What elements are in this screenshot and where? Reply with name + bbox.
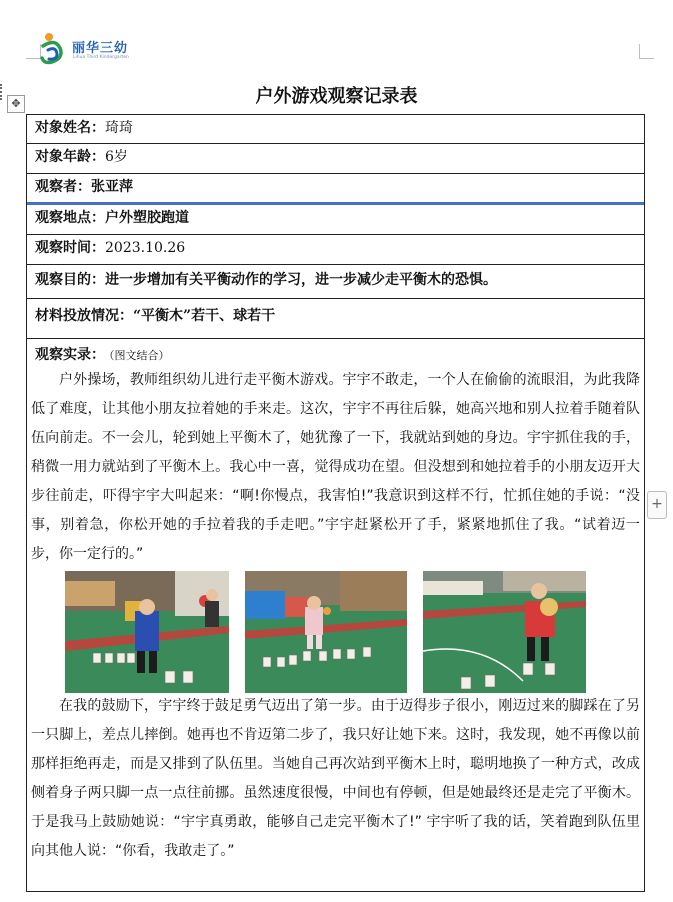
logo-subtitle: Lihua Third Kindergarten — [73, 55, 129, 60]
photo-child-stepping-beam — [423, 571, 586, 693]
subject-name-value: 琦琦 — [105, 120, 133, 136]
logo-name: 丽华三幼 — [72, 41, 129, 56]
observation-label: 观察实录： — [35, 347, 105, 363]
row-location[interactable] — [27, 205, 644, 235]
subject-age-label: 对象年龄： — [35, 149, 105, 165]
photo-child-on-balance-beam — [245, 571, 407, 693]
row-observer[interactable] — [27, 174, 644, 205]
observation-note: （图文结合） — [109, 349, 170, 362]
page-corner-top-left — [26, 44, 41, 59]
materials-value: “平衡木”若干、球若干 — [133, 308, 276, 324]
row-subject-age[interactable] — [27, 144, 644, 174]
kindergarten-logo — [40, 32, 140, 68]
location-value: 户外塑胶跑道 — [105, 210, 189, 226]
location-label: 观察地点： — [35, 210, 105, 226]
subject-age-value: 6岁 — [105, 149, 128, 165]
logo-icon — [40, 32, 70, 66]
observer-label: 观察者： — [35, 179, 91, 195]
observation-paragraph-1: 户外操场，教师组织幼儿进行走平衡木游戏。宇宇不敢走，一个人在偷偷的流眼泪，为此我降低了难度，让其他小朋友拉着她的手来走。这次，宇宇不再往后躲，她高兴地和别人拉着手随着队伍向前走。不一会儿，轮到她上平衡木了，她犹豫了一下，我就站到她的身边。宇宇抓住我的手，稍微一用力就站到了平衡木上。我心中一喜，觉得成功在望。但没想到和她拉着手的小朋友迈开大步往前走，吓得宇宇大叫起来：“啊!你慢点，我害怕!”我意识到这样不行，忙抓住她的手说：“没事，别着急，你松开她的手拉着我的手走吧。”宇宇赶紧松开了手，紧紧地抓住了我。“试着迈一步，你一定行的。” — [31, 372, 640, 562]
add-row-button[interactable]: + — [647, 491, 667, 519]
table-move-handle[interactable]: ✥ — [7, 95, 25, 113]
row-purpose[interactable] — [27, 265, 644, 299]
row-time[interactable] — [27, 235, 644, 265]
observation-record-cell[interactable] — [27, 339, 644, 891]
row-materials[interactable] — [27, 299, 644, 339]
materials-label: 材料投放情况： — [35, 308, 133, 324]
observation-paragraph-2: 在我的鼓励下，宇宇终于鼓足勇气迈出了第一步。由于迈得步子很小，刚迈过来的脚踩在了另一只脚上，差点儿摔倒。她再也不肯迈第二步了，我只好让她下来。这时，我发现，她不再像以前那样拒绝再走，而是又排到了队伍里。当她自己再次站到平衡木上时，聪明地换了一种方式，改成侧着身子两只脚一点一点往前挪。虽然速度很慢，中间也有停顿，但是她最终还是走完了平衡木。于是我马上鼓励她说：“宇宇真勇敢，能够自己走完平衡木了!” 宇宇听了我的话，笑着跑到队伍里向其他人说：“你看，我敢走了。” — [31, 698, 640, 859]
subject-name-label: 对象姓名： — [35, 120, 105, 136]
row-subject-name[interactable] — [27, 115, 644, 144]
time-label: 观察时间： — [35, 240, 105, 256]
purpose-label: 观察目的： — [35, 272, 105, 288]
observer-value: 张亚萍 — [91, 179, 133, 195]
time-value: 2023.10.26 — [105, 240, 186, 256]
observation-form-table — [26, 114, 645, 892]
page-corner-top-right — [639, 44, 654, 59]
observation-heading — [35, 344, 170, 364]
photo-child-with-ball — [65, 571, 229, 693]
page-title: 户外游戏观察记录表 — [255, 86, 418, 107]
purpose-value: 进一步增加有关平衡动作的学习，进一步减少走平衡木的恐惧。 — [105, 272, 497, 288]
